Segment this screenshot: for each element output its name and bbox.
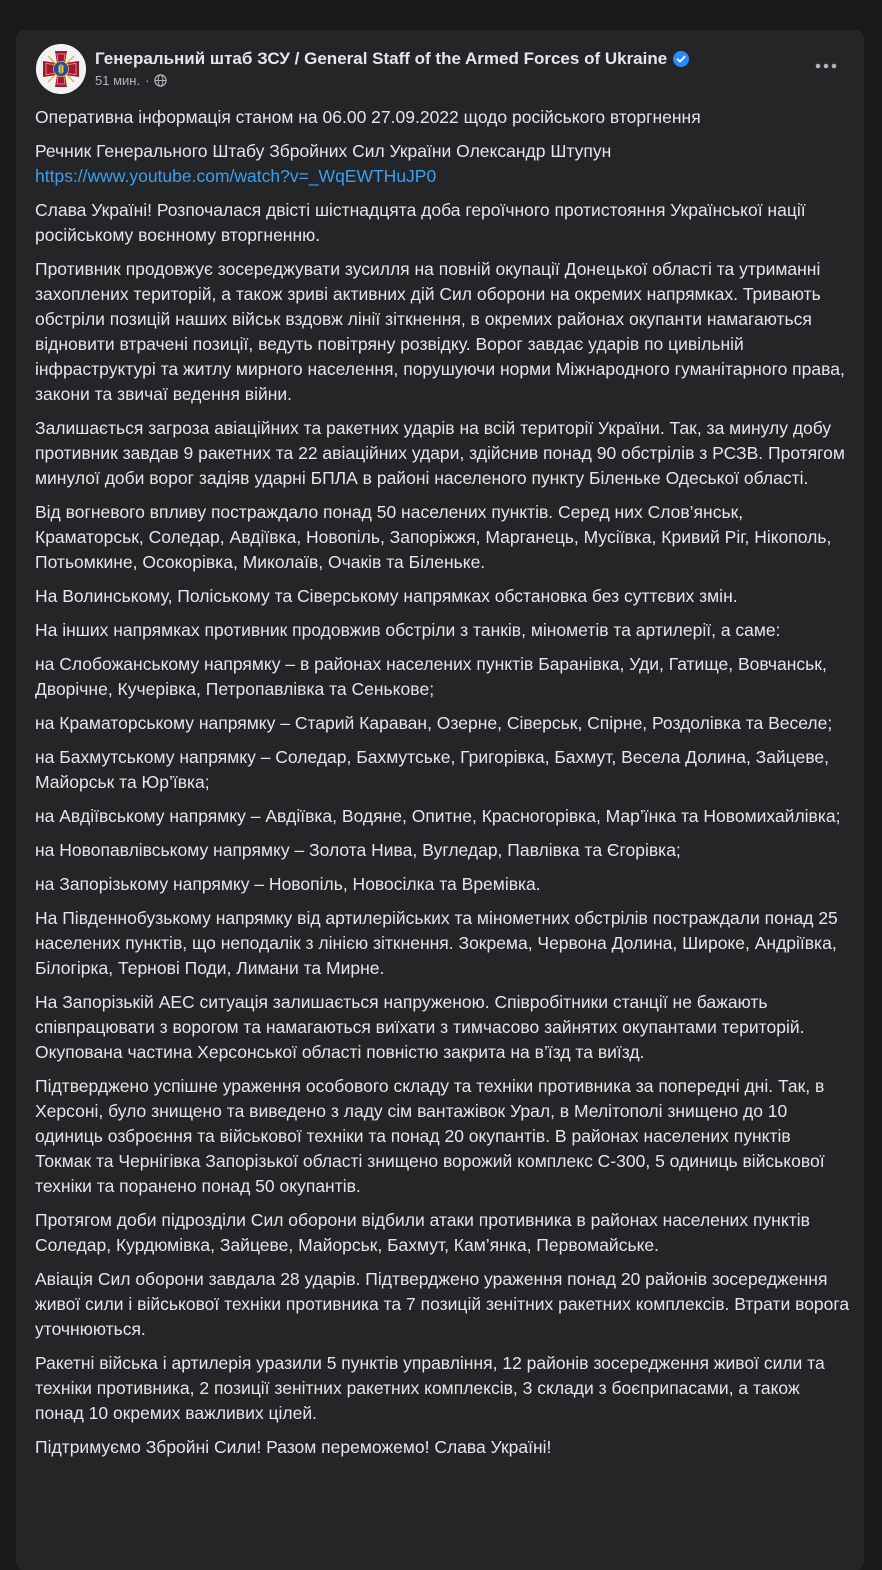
globe-icon[interactable] <box>154 74 167 87</box>
speaker-line: Речник Генерального Штабу Збройних Сил України Олександр Штупун <box>35 141 612 161</box>
post-body <box>35 105 850 1469</box>
avatar[interactable] <box>36 44 86 94</box>
post-paragraph: Ракетні війська і артилерія уразили 5 пунктів управління, 12 районів зосередження живої сили та техніки противника, 2 позиції зенітних ракетних комплексів, 3 склади з боєприпасами, а також понад 10 окремих важливих цілей. <box>35 1353 825 1423</box>
post-paragraph: На Південнобузькому напрямку від артилерійських та мінометних обстрілів постраждали понад 25 населених пунктів, що неподалік з лінією зіткнення. Зокрема, Червона Долина, Широке, Андріївка, Білогірка, Тернові Поди, Лимани та Мирне. <box>35 908 838 978</box>
post-paragraph: Авіація Сил оборони завдала 28 ударів. Підтверджено ураження понад 20 районів зосередження живої сили і військової техніки противника та 7 позицій зенітних ракетних комплексів. Втрати ворога уточнюються. <box>35 1269 850 1339</box>
post-paragraph: на Новопавлівському напрямку – Золота Нива, Вугледар, Павлівка та Єгорівка; <box>35 840 681 860</box>
post-header <box>16 30 864 110</box>
author-row <box>95 47 689 71</box>
post-meta <box>95 73 689 88</box>
post-paragraph <box>35 139 850 189</box>
post-paragraph: на Авдіївському напрямку – Авдіївка, Водяне, Опитне, Красногорівка, Мар’їнка та Новомихайлівка; <box>35 806 841 826</box>
general-staff-emblem-icon <box>36 44 86 94</box>
post-paragraph: Залишається загроза авіаційних та ракетних ударів на всій території України. Так, за минулу добу противник завдав 9 ракетних та 22 авіаційних удари, здійснив понад 90 обстрілів з РСЗВ. Протягом минулої доби ворог задіяв ударні БПЛА в районі населеного пункту Біленьке Одеської області. <box>35 418 845 488</box>
post-paragraph: на Слобожанському напрямку – в районах населених пунктів Баранівка, Уди, Гатище, Вовчанськ, Дворічне, Кучерівка, Петропавлівка та Сеньковe; <box>35 654 827 699</box>
meta-separator: · <box>145 73 150 88</box>
post-card <box>16 30 864 1570</box>
post-paragraph: Від вогневого впливу постраждало понад 50 населених пунктів. Серед них Слов’янськ, Краматорськ, Соледар, Авдіївка, Новопіль, Запоріжжя, Марганець, Мусіївка, Кривий Ріг, Нікополь, Потьомкине, Осокорівка, Миколаїв, Очаків та Біленьке. <box>35 502 832 572</box>
post-paragraph: на Запорізькому напрямку – Новопіль, Новосілка та Времівка. <box>35 874 541 894</box>
post-paragraph: Противник продовжує зосереджувати зусилля на повній окупації Донецької області та утриманні захоплених територій, а також зриві активних дій Сил оборони на окремих напрямках. Тривають обстріли позицій наших військ вздовж лінії зіткнення, в окремих районах окупанти намагаються відновити втрачені позиції, ведуть повітряну розвідку. Ворог завдає ударів по цивільній інфраструктурі та житлу мирного населення, порушуючи норми Міжнародного гуманітарного права, закони та звичаї ведення війни. <box>35 259 845 404</box>
post-paragraph: На Запорізькій АЕС ситуація залишається напруженою. Співробітники станції не бажають співпрацювати з ворогом та намагаються виїхати з тимчасово зайнятих окупантами територій. Окупована частина Херсонської області повністю закрита на в’їзд та виїзд. <box>35 992 805 1062</box>
post-paragraph: На інших напрямках противник продовжив обстріли з танків, мінометів та артилерії, а саме: <box>35 620 781 640</box>
more-options-button[interactable] <box>808 54 844 78</box>
post-paragraph: на Бахмутському напрямку – Соледар, Бахмутське, Григорівка, Бахмут, Весела Долина, Зайцеве, Майорськ та Юр’ївка; <box>35 747 830 792</box>
post-paragraph: Протягом доби підрозділи Сил оборони відбили атаки противника в районах населених пунктів Соледар, Курдюмівка, Зайцеве, Майорськ, Бахмут, Кам’янка, Первомайське. <box>35 1210 810 1255</box>
verified-badge-icon <box>673 51 689 67</box>
author-name[interactable]: Генеральний штаб ЗСУ / General Staff of the Armed Forces of Ukraine <box>95 49 668 68</box>
post-paragraph: На Волинському, Поліському та Сіверському напрямках обстановка без суттєвих змін. <box>35 586 738 606</box>
post-paragraph: Слава Україні! Розпочалася двісті шістнадцята доба героїчного протистояння Української нації російському воєнному вторгненню. <box>35 200 806 245</box>
post-paragraph: на Краматорському напрямку – Старий Караван, Озерне, Сіверськ, Спірне, Роздолівка та Веселе; <box>35 713 833 733</box>
more-horizontal-icon <box>815 63 837 69</box>
youtube-link[interactable]: https://www.youtube.com/watch?v=_WqEWTHuJP0 <box>35 166 437 186</box>
post-paragraph: Оперативна інформація станом на 06.00 27.09.2022 щодо російського вторгнення <box>35 107 701 127</box>
post-paragraph: Підтримуємо Збройні Сили! Разом переможемо! Слава Україні! <box>35 1437 552 1457</box>
post-paragraph: Підтверджено успішне ураження особового складу та техніки противника за попередні дні. Так, в Херсоні, було знищено та виведено з ладу сім вантажівок Урал, в Мелітополі знищено до 10 одиниць озброєння та військової техніки та понад 20 окупантів. В районах населених пунктів Токмак та Чернігівка Запорізької області знищено ворожий комплекс С-300, 5 одиниць військової техніки та поранено понад 50 окупантів. <box>35 1076 825 1196</box>
author-block <box>95 47 689 97</box>
post-timestamp[interactable]: 51 мин. <box>95 73 141 88</box>
